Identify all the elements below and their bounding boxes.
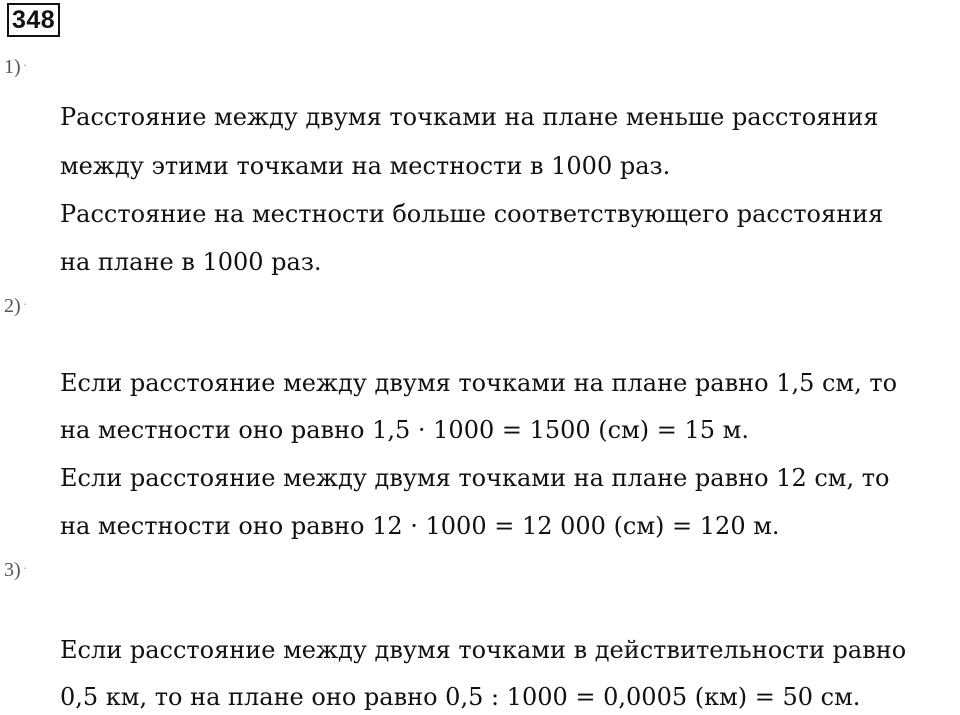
part-3-line-1: Если расстояние между двумя точками в действительности равно [60,636,907,664]
part-3-marker-trail: · [22,562,28,577]
part-3-marker-label: 3) [4,559,21,581]
part-1-marker-trail: · [22,59,28,74]
part-2-marker-label: 2) [4,295,21,317]
part-1-line-3: Расстояние на местности больше соответствующего расстояния [60,200,884,228]
part-1-line-1: Расстояние между двумя точками на плане меньше расстояния [60,103,879,131]
problem-number: 348 [7,3,60,37]
part-3-marker [4,558,27,582]
part-2-line-1: Если расстояние между двумя точками на плане равно 1,5 см, то [60,369,898,397]
part-3-line-2: 0,5 км, то на плане оно равно 0,5 : 1000 = 0,0005 (км) = 50 см. [60,683,861,711]
part-2-line-3: Если расстояние между двумя точками на плане равно 12 см, то [60,464,890,492]
part-2-line-2: на местности оно равно 1,5 · 1000 = 1500 (см) = 15 м. [60,416,749,444]
part-1-marker-label: 1) [4,56,21,78]
part-2-marker-trail: · [22,298,28,313]
part-1-line-4: на плане в 1000 раз. [60,248,322,276]
part-1-line-2: между этими точками на местности в 1000 раз. [60,152,671,180]
part-2-line-4: на местности оно равно 12 · 1000 = 12 000 (см) = 120 м. [60,512,780,540]
part-2-marker [4,294,27,318]
part-1-marker [4,55,27,79]
